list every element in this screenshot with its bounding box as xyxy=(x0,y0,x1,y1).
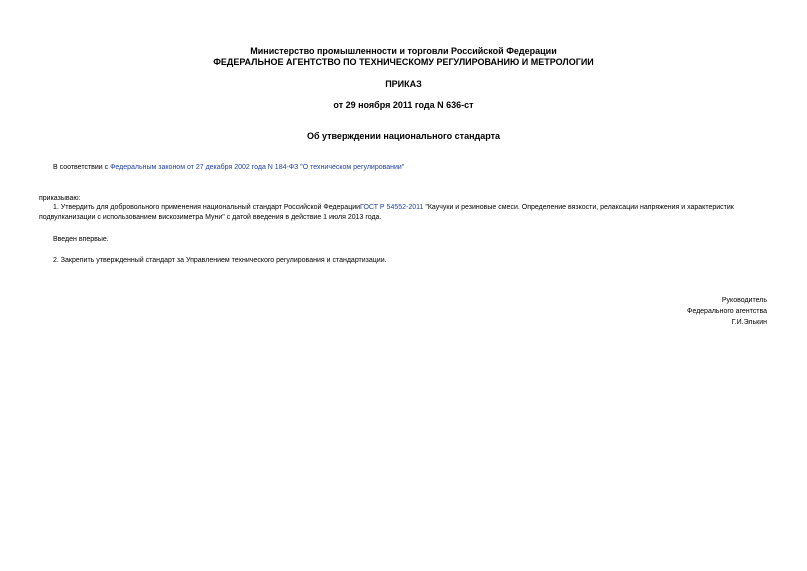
document-date: от 29 ноября 2011 года N 636-ст xyxy=(333,100,474,110)
item-1-line-1 xyxy=(53,203,734,212)
signature-position-1: Руководитель xyxy=(721,297,767,304)
signature-position-2: Федерального агентства xyxy=(687,308,767,315)
item-1-rest: "Каучуки и резиновые смеси. Определение вязкости, релаксации напряжения и характеристик xyxy=(423,204,734,211)
document-title: Об утверждении национального стандарта xyxy=(306,131,501,141)
gost-link[interactable]: ГОСТ Р 54552-2011 xyxy=(360,204,424,211)
agency-name: ФЕДЕРАЛЬНОЕ АГЕНТСТВО ПО ТЕХНИЧЕСКОМУ РЕГУЛИРОВАНИЮ И МЕТРОЛОГИИ xyxy=(213,57,594,67)
item-1-prefix: 1. Утвердить для добровольного применения национальный стандарт Российской Федерации xyxy=(53,204,361,211)
first-introduced-note: Введен впервые. xyxy=(53,236,109,243)
preamble-prefix: В соответствии с xyxy=(53,164,111,171)
signature-name: Г.И.Элькин xyxy=(731,319,767,326)
federal-law-link[interactable]: Федеральным законом от 27 декабря 2002 года N 184-ФЗ "О техническом регулировании" xyxy=(110,164,405,171)
ministry-name: Министерство промышленности и торговли Российской Федерации xyxy=(250,46,557,56)
item-1-line-2: подвулканизации с использованием вискозиметра Муни" с датой введения в действие 1 июля 2013 года. xyxy=(39,214,382,221)
order-word: приказываю: xyxy=(39,195,81,202)
document-type: ПРИКАЗ xyxy=(385,79,422,89)
preamble xyxy=(53,163,404,172)
item-2: 2. Закрепить утвержденный стандарт за Управлением технического регулирования и стандартизации. xyxy=(53,257,387,264)
